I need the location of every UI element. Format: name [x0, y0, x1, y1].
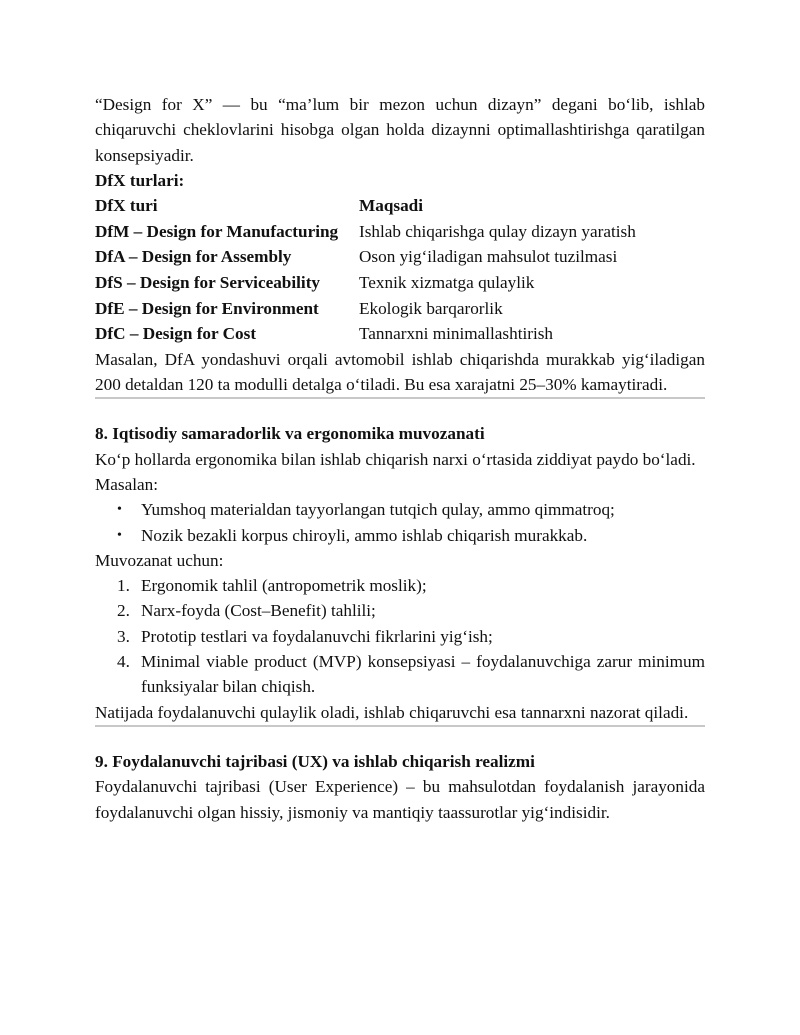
- list-item-number: 2.: [117, 601, 130, 621]
- table-row: [95, 296, 705, 322]
- dfx-purpose-cell: Ekologik barqarorlik: [359, 298, 503, 318]
- dfx-purpose-cell: Tannarxni minimallashtirish: [359, 324, 554, 344]
- document-page: [95, 92, 705, 825]
- list-item-text: Narx-foyda (Cost–Benefit) tahlili;: [141, 601, 376, 621]
- list-item: [95, 573, 705, 598]
- list-item-text: Nozik bezakli korpus chiroyli, ammo ishlab chiqarish murakkab.: [141, 525, 588, 545]
- section-8-intro: Ko‘p hollarda ergonomika bilan ishlab chiqarish narxi o‘rtasida ziddiyat paydo bo‘ladi.: [95, 449, 696, 469]
- column-header-purpose: Maqsadi: [359, 196, 423, 216]
- column-header-type: DfX turi: [95, 196, 158, 216]
- dfx-table: [95, 193, 705, 347]
- dfx-type-cell: DfE – Design for Environment: [95, 298, 319, 318]
- dfx-purpose-cell: Ishlab chiqarishga qulay dizayn yaratish: [359, 221, 636, 241]
- section-8-conclusion: Natijada foydalanuvchi qulaylik oladi, ishlab chiqaruvchi esa tannarxni nazorat qiladi.: [95, 702, 689, 722]
- dfx-type-cell: DfS – Design for Serviceability: [95, 272, 321, 292]
- list-item-number: 4.: [117, 652, 130, 672]
- dfx-heading: DfX turlari:: [95, 170, 185, 190]
- list-item: [95, 497, 705, 522]
- list-item-number: 1.: [117, 576, 130, 596]
- list-item-text: Prototip testlari va foydalanuvchi fikrlarini yig‘ish;: [141, 626, 493, 646]
- list-item: [95, 598, 705, 623]
- list-item-text: Yumshoq materialdan tayyorlangan tutqich qulay, ammo qimmatroq;: [141, 500, 615, 520]
- table-row: [95, 321, 705, 347]
- section-divider: [95, 725, 705, 727]
- example-bullet-list: [95, 497, 705, 548]
- table-row: [95, 244, 705, 270]
- dfx-purpose-cell: Texnik xizmatga qulaylik: [359, 272, 535, 292]
- table-row: [95, 270, 705, 296]
- dfx-type-cell: DfM – Design for Manufacturing: [95, 221, 339, 241]
- dfx-type-cell: DfC – Design for Cost: [95, 324, 257, 344]
- list-item: [95, 649, 705, 700]
- bullet-icon: •: [117, 527, 122, 543]
- dfa-example-paragraph: Masalan, DfA yondashuvi orqali avtomobil ishlab chiqarishda murakkab yig‘iladigan 200 detaldan 120 ta modulli detalga o‘tiladi. Bu esa xarajatni 25–30% kamaytiradi.: [95, 349, 705, 395]
- list-item: [95, 523, 705, 548]
- dfx-type-cell: DfA – Design for Assembly: [95, 247, 292, 267]
- section-8-title: 8. Iqtisodiy samaradorlik va ergonomika muvozanati: [95, 424, 485, 444]
- section-divider: [95, 397, 705, 399]
- table-header-row: [95, 193, 705, 219]
- example-label: Masalan:: [95, 474, 159, 494]
- section-9-paragraph: Foydalanuvchi tajribasi (User Experience) – bu mahsulotdan foydalanish jarayonida foydalanuvchi olgan hissiy, jismoniy va mantiqiy taassurotlar yig‘indisidir.: [95, 777, 705, 822]
- balance-label: Muvozanat uchun:: [95, 550, 224, 570]
- dfx-purpose-cell: Oson yig‘iladigan mahsulot tuzilmasi: [359, 247, 618, 267]
- bullet-icon: •: [117, 502, 122, 518]
- balance-steps-list: [95, 573, 705, 699]
- intro-paragraph: “Design for X” — bu “ma’lum bir mezon uchun dizayn” degani bo‘lib, ishlab chiqaruvchi cheklovlarini hisobga olgan holda dizaynni optimallashtirishga qaratilgan konsepsiyadir.: [95, 95, 705, 165]
- list-item-text: Ergonomik tahlil (antropometrik moslik);: [141, 576, 427, 596]
- table-row: [95, 219, 705, 245]
- list-item-number: 3.: [117, 626, 130, 646]
- section-9-title: 9. Foydalanuvchi tajribasi (UX) va ishlab chiqarish realizmi: [95, 751, 535, 771]
- list-item: [95, 624, 705, 649]
- list-item-text: Minimal viable product (MVP) konsepsiyasi – foydalanuvchiga zarur minimum funksiyalar bilan chiqish.: [141, 652, 705, 697]
